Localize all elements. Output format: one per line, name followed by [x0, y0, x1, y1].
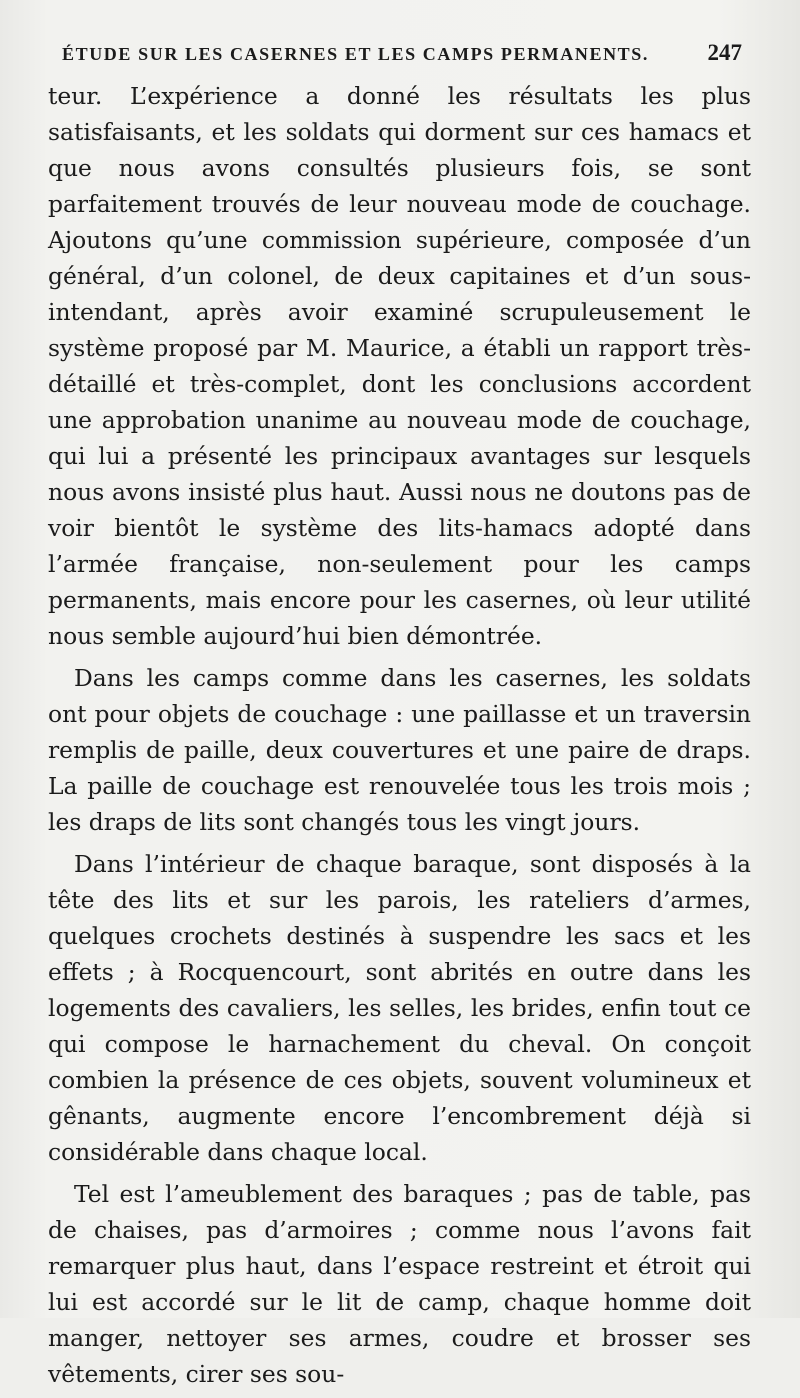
paragraph-continued: teur. L’expérience a donné les résultats les plus satisfaisants, et les soldats qui dorment sur ces hamacs et que nous avons consultés plusieurs fois, se sont parfaitement trouvés de leur nouveau mode de couchage. Ajoutons qu’une commission supérieure, composée d’un général, d’un colonel, de deux capitaines et d’un sous-intendant, après avoir examiné scrupuleusement le système proposé par M. Maurice, a établi un rapport très-détaillé et très-complet, dont les conclusions accordent une approbation unanime au nouveau mode de couchage, qui lui a présenté les principaux avantages sur lesquels nous avons insisté plus haut. Aussi nous ne doutons pas de voir bientôt le système des lits-hamacs adopté dans l’armée française, non-seulement pour les camps permanents, mais encore pour les casernes, où leur utilité nous semble aujourd’hui bien démontrée.	[48, 82, 751, 650]
body-text	[48, 78, 751, 1398]
paragraph-interior: Dans l’intérieur de chaque baraque, sont disposés à la tête des lits et sur les parois, les rateliers d’armes, quelques crochets destinés à suspendre les sacs et les effets ; à Rocquencourt, sont abrités en outre dans les logements des cavaliers, les selles, les brides, enfin tout ce qui compose le harnachement du cheval. On conçoit combien la présence de ces objets, souvent volumineux et gênants, augmente encore l’encombrement déjà si considérable dans chaque local.	[48, 850, 751, 1166]
paragraph-furnishing: Tel est l’ameublement des baraques ; pas de table, pas de chaises, pas d’armoires ; comme nous l’avons fait remarquer plus haut, dans l’espace restreint et étroit qui lui est accordé sur le lit de camp, chaque homme doit manger, nettoyer ses armes, coudre et brosser ses vêtements, cirer ses sou-	[48, 1180, 751, 1388]
running-header	[62, 40, 742, 66]
page-number: 247	[707, 40, 742, 65]
running-title: ÉTUDE SUR LES CASERNES ET LES CAMPS PERMANENTS.	[62, 44, 649, 64]
paragraph-bedding: Dans les camps comme dans les casernes, les soldats ont pour objets de couchage : une paillasse et un traversin remplis de paille, deux couvertures et une paire de draps. La paille de couchage est renouvelée tous les trois mois ; les draps de lits sont changés tous les vingt jours.	[48, 664, 751, 836]
